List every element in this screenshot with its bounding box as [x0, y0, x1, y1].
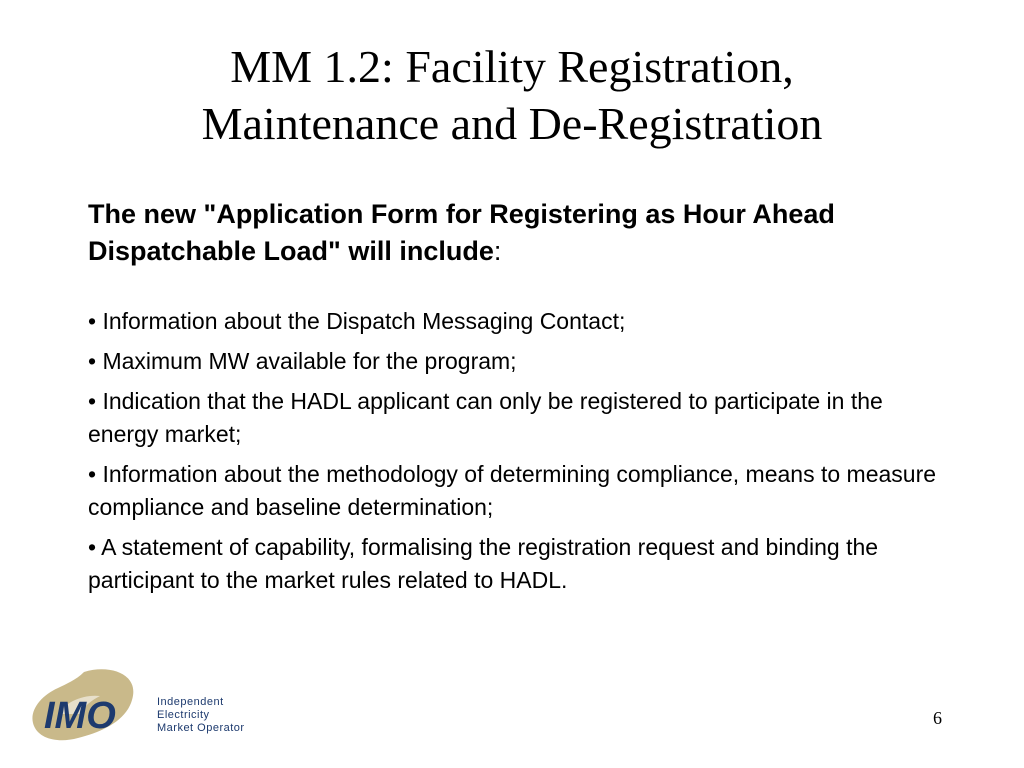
bullet-list [88, 305, 948, 604]
imo-logo-icon [30, 666, 155, 750]
intro-bold: The new "Application Form for Registering as Hour Ahead Dispatchable Load" will include [88, 199, 835, 266]
imo-logo-text [157, 696, 245, 735]
logo-line-1: Independent [157, 696, 224, 708]
intro-text [88, 196, 948, 270]
bullet-item: • Information about the Dispatch Messaging Contact; [88, 308, 626, 334]
bullet-item: • A statement of capability, formalising the registration request and binding the participant to the market rules related to HADL. [88, 534, 879, 593]
logo-line-3: Market Operator [157, 722, 245, 734]
page-number: 6 [933, 708, 942, 728]
imo-logo-mark: IMO [44, 695, 116, 737]
imo-logo [30, 666, 270, 750]
title-line-1: MM 1.2: Facility Registration, [230, 41, 794, 92]
bullet-item: • Indication that the HADL applicant can only be registered to participate in the energy market; [88, 388, 883, 447]
bullet-item: • Information about the methodology of determining compliance, means to measure compliance and baseline determination; [88, 461, 937, 520]
intro-colon: : [493, 236, 502, 266]
title-line-2: Maintenance and De-Registration [201, 98, 823, 149]
logo-line-2: Electricity [157, 709, 210, 721]
bullet-item: • Maximum MW available for the program; [88, 348, 517, 374]
slide-title [0, 38, 1024, 152]
